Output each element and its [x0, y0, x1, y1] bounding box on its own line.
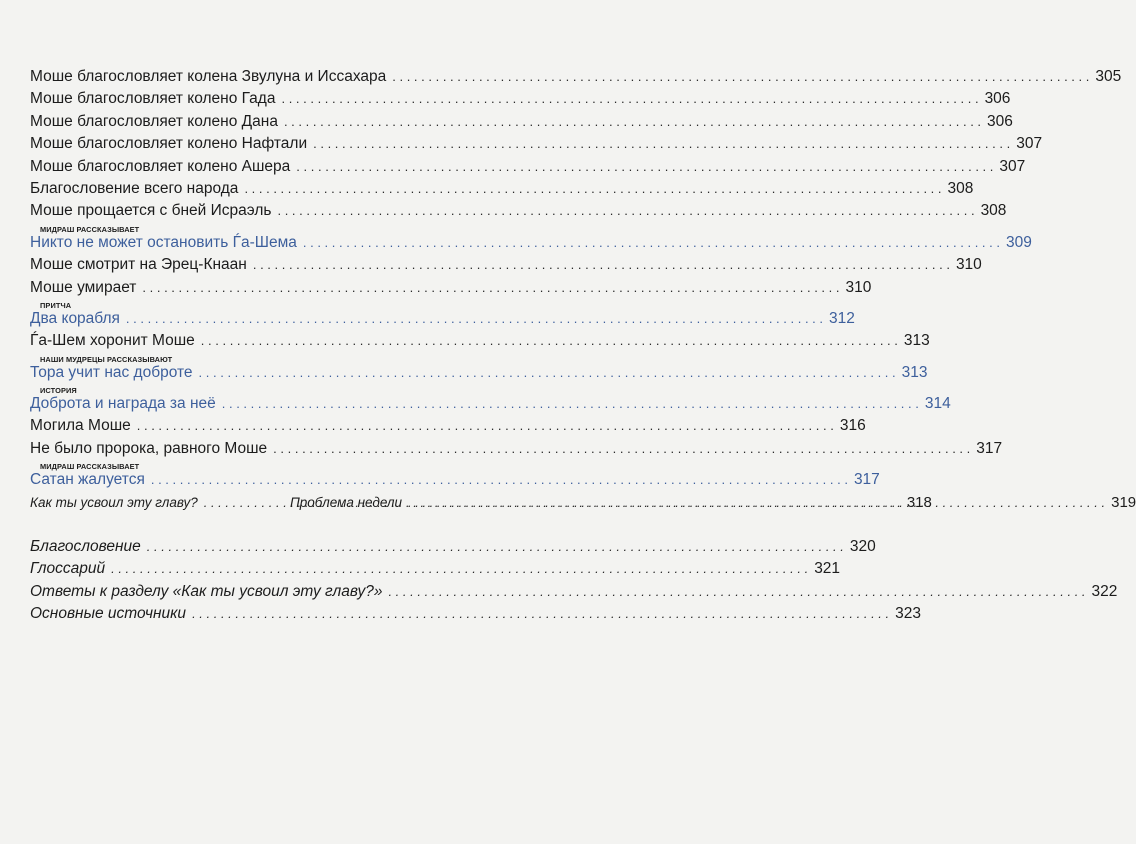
section-tag: ИСТОРИЯ [40, 386, 77, 396]
toc-entry-page: 306 [987, 112, 1013, 130]
toc-entry-page: 313 [901, 363, 928, 381]
dot-leader [281, 88, 978, 110]
toc-entry-title: Ответы к разделу «Как ты усвоил эту главу?» [30, 582, 383, 600]
toc-entry-title: Моше благословляет колено Ашера [30, 157, 291, 175]
toc-entry-title: Моше смотрит на Эрец-Кнаан [30, 256, 247, 274]
toc-entry-title: Основные источники [30, 605, 187, 623]
toc-entry-page: 312 [829, 309, 855, 327]
dot-leader [408, 492, 1105, 514]
dot-leader [253, 254, 950, 276]
toc-entry-page: 320 [849, 538, 876, 556]
dot-leader [303, 232, 1000, 254]
dot-leader [296, 156, 993, 178]
toc-entry-title: Никто не может остановить Ѓа-Шема [30, 233, 297, 251]
section-tag: МИДРАШ РАССКАЗЫВАЕТ [40, 224, 140, 234]
toc-entry[interactable] [30, 438, 1003, 460]
dot-leader [244, 178, 941, 200]
toc-entry[interactable] [30, 178, 974, 200]
toc-entry-highlighted[interactable] [30, 224, 1032, 254]
toc-entry-page: 317 [976, 439, 1003, 457]
dot-leader [111, 558, 808, 580]
toc-entry-title: Проблема недели [290, 494, 403, 510]
toc-entry[interactable] [30, 66, 1122, 88]
dot-leader [199, 362, 896, 384]
toc-entry-page: 308 [947, 179, 974, 197]
dot-leader [222, 393, 919, 415]
toc-entry-page: 323 [895, 605, 922, 623]
toc-entry-page: 314 [924, 395, 951, 413]
toc-entry-title: Моше умирает [30, 278, 137, 296]
toc-entry-title: Благословение [30, 538, 141, 556]
toc-entry-title: Моше прощается с бней Исраэль [30, 202, 272, 220]
dot-leader [392, 66, 1089, 88]
toc-entry-page: 310 [845, 278, 872, 296]
toc-entry-page: 317 [853, 471, 880, 489]
dot-leader [147, 536, 844, 558]
toc-split-row [30, 492, 1136, 514]
toc-entry-problem[interactable] [244, 492, 1136, 514]
toc-entry-title: Сатан жалуется [30, 471, 145, 489]
toc-entry-title: Глоссарий [30, 560, 106, 578]
toc-entry-page: 306 [984, 90, 1011, 108]
dot-leader [137, 415, 834, 437]
dot-leader [126, 308, 823, 330]
toc-entry-title: Моше благословляет колено Нафтали [30, 135, 308, 153]
toc-entry-highlighted[interactable] [30, 386, 951, 415]
dot-leader [192, 603, 889, 625]
toc-entry-page: 319 [1111, 493, 1136, 511]
toc-entry-page: 310 [955, 256, 982, 274]
table-of-contents [30, 66, 1136, 626]
toc-entry[interactable] [30, 200, 1007, 222]
toc-entry-page: 307 [1016, 135, 1043, 153]
toc-entry-highlighted[interactable] [30, 300, 855, 330]
dot-leader [273, 438, 970, 460]
dot-leader [142, 277, 839, 299]
toc-appendix-entry[interactable] [30, 558, 841, 580]
section-tag: МИДРАШ РАССКАЗЫВАЕТ [40, 462, 140, 472]
toc-entry[interactable] [30, 415, 866, 437]
toc-entry-title: Два корабля [30, 309, 120, 327]
toc-entry-page: 307 [999, 157, 1026, 175]
toc-entry-page: 305 [1095, 68, 1122, 85]
toc-entry-page: 322 [1091, 582, 1118, 600]
toc-entry-page: 309 [1005, 233, 1032, 251]
dot-leader [151, 469, 848, 491]
toc-entry-page: 318 [906, 493, 932, 511]
toc-entry[interactable] [30, 254, 982, 276]
toc-appendix-entry[interactable] [30, 536, 876, 558]
toc-appendix-entry[interactable] [30, 581, 1118, 603]
toc-entry[interactable] [30, 111, 1013, 133]
toc-entry[interactable] [30, 156, 1026, 178]
toc-entry-title: Тора учит нас доброте [30, 363, 193, 381]
toc-entry-title: Могила Моше [30, 417, 131, 435]
section-tag: ПРИТЧА [40, 300, 72, 310]
toc-entry-title: Моше благословляет колено Гада [30, 90, 276, 108]
toc-appendix-entry[interactable] [30, 603, 922, 625]
toc-entry[interactable] [30, 88, 1011, 110]
dot-leader [277, 200, 974, 222]
toc-entry-title: Благословение всего народа [30, 179, 239, 197]
toc-entry-page: 321 [814, 560, 841, 578]
toc-entry-title: Моше благословляет колено Дана [30, 112, 278, 130]
toc-entry-title: Ѓа-Шем хоронит Моше [30, 332, 195, 350]
toc-entry[interactable] [30, 133, 1043, 155]
section-tag: НАШИ МУДРЕЦЫ РАССКАЗЫВАЮТ [40, 354, 173, 364]
dot-leader [388, 581, 1085, 603]
dot-leader [201, 330, 898, 352]
toc-entry-title: Не было пророка, равного Моше [30, 439, 268, 457]
toc-entry-title: Моше благословляет колена Звулуна и Иссахара [30, 68, 387, 85]
toc-entry-highlighted[interactable] [30, 462, 880, 491]
toc-entry[interactable] [30, 330, 930, 352]
toc-entry-title: Как ты усвоил эту главу? [30, 494, 198, 510]
toc-entry-title: Доброта и награда за неё [30, 395, 216, 413]
toc-entry-highlighted[interactable] [30, 354, 928, 384]
toc-entry-page: 313 [903, 332, 930, 350]
section-spacer [30, 514, 480, 536]
toc-entry-page: 316 [839, 417, 866, 435]
dot-leader [313, 133, 1010, 155]
dot-leader [284, 111, 981, 133]
toc-entry-page: 308 [980, 202, 1007, 220]
toc-entry[interactable] [30, 277, 872, 299]
